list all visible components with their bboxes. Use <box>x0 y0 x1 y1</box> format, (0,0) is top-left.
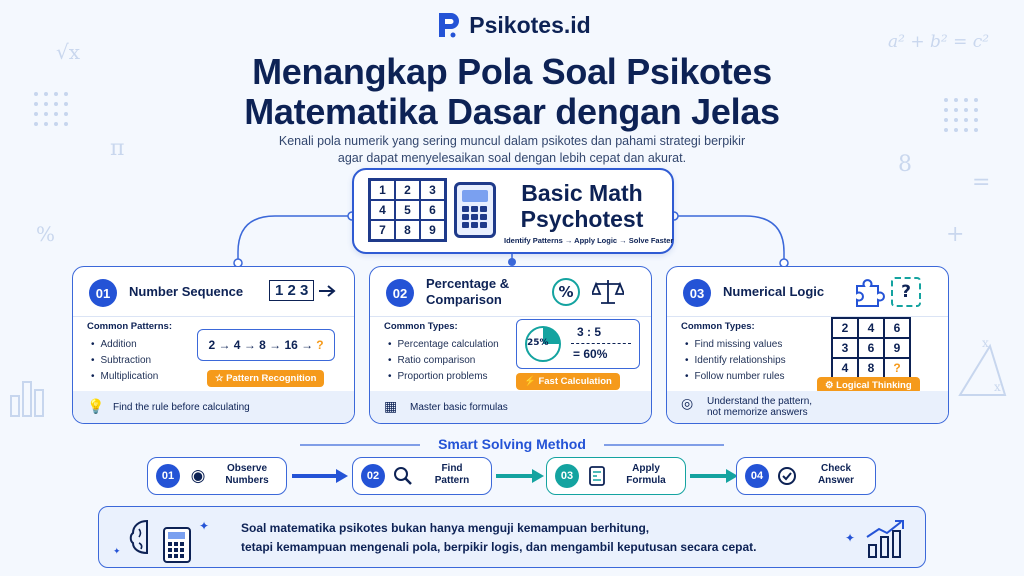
list-item: • Addition <box>91 337 158 353</box>
arrow-right-icon <box>690 469 738 483</box>
title-line-2: Matematika Dasar dengan Jelas <box>244 91 780 132</box>
grid-cell: 6 <box>420 200 445 220</box>
card-number: 02 <box>386 279 414 307</box>
step-label <box>615 463 677 487</box>
section-label: Common Patterns: <box>87 321 172 332</box>
grid-cell: 9 <box>884 338 910 358</box>
x-decor-1: x <box>982 336 989 350</box>
logical-thinking-badge: ⚙ Logical Thinking <box>817 377 920 394</box>
pi-decor: π <box>110 136 125 161</box>
question-box-icon: ? <box>891 277 921 307</box>
card-title-line-2: Comparison <box>426 292 502 307</box>
center-title <box>502 180 662 232</box>
section-label: Common Types: <box>681 321 755 332</box>
step-label <box>216 463 278 487</box>
sequence-text: 2 → 4 → 8 → 16 → <box>208 338 314 352</box>
x-decor-2: x <box>994 380 1001 394</box>
card-title: Number Sequence <box>129 284 244 299</box>
bottom-line-2: tetapi kemampuan mengenali pola, berpikir logis, dan mengambil keputusan secara cepat. <box>241 540 757 554</box>
step-label-line-1: Observe <box>226 463 268 474</box>
card-numerical-logic <box>666 266 949 424</box>
types-list <box>685 337 786 385</box>
step-number: 03 <box>555 464 579 488</box>
list-item: • Subtraction <box>91 353 158 369</box>
subtitle-line-1: Kenali pola numerik yang sering muncul dalam psikotes dan pahami strategi berpikir <box>278 134 746 148</box>
target-icon: ◎ <box>681 395 694 411</box>
step-number: 02 <box>361 464 385 488</box>
sequence-icon-text: 1 2 3 <box>269 280 314 301</box>
bottom-banner <box>98 506 926 568</box>
lightbulb-icon: 💡 <box>87 398 105 414</box>
arrow-right-icon <box>318 285 336 297</box>
sequence-question: ? <box>316 338 324 352</box>
grid-cell: 3 <box>832 338 858 358</box>
bottom-message <box>241 519 756 557</box>
step-label-line-2: Answer <box>817 475 855 486</box>
card-number: 01 <box>89 279 117 307</box>
step-number: 01 <box>156 464 180 488</box>
footer-text: Find the rule before calculating <box>113 401 250 413</box>
check-icon <box>777 466 797 486</box>
card-footer <box>667 391 948 423</box>
step-find-pattern <box>352 457 492 495</box>
card-number-sequence <box>72 266 355 424</box>
list-item: • Identify relationships <box>685 353 786 369</box>
step-label-line-1: Check <box>820 463 851 474</box>
step-observe-numbers <box>147 457 287 495</box>
equals-decor: = <box>972 170 991 195</box>
types-list <box>388 337 499 385</box>
footer-line-2: not memorize answers <box>707 407 808 418</box>
card-header <box>370 267 651 317</box>
sparkle-icon: ✦ <box>113 547 121 557</box>
ratio-divider <box>571 343 631 344</box>
arrow-right-icon <box>292 469 348 483</box>
step-label-line-2: Pattern <box>434 475 470 486</box>
ratio-result: = 60% <box>573 347 608 361</box>
step-label-line-2: Formula <box>626 475 666 486</box>
center-title-line-1: Basic Math <box>521 180 643 206</box>
bar-chart-decor <box>8 372 50 418</box>
method-title: Smart Solving Method <box>438 436 586 452</box>
grid-cell: 9 <box>420 220 445 240</box>
grid-cell: 6 <box>884 318 910 338</box>
brand-name: Psikotes.id <box>469 11 591 38</box>
ratio-text: 3 : 5 <box>577 325 602 339</box>
list-item: • Multiplication <box>91 369 158 385</box>
section-label: Common Types: <box>384 321 458 332</box>
sequence-example <box>197 329 335 361</box>
grid-cell: 4 <box>832 358 858 378</box>
formula-icon <box>587 466 607 486</box>
card-header <box>667 267 948 317</box>
eight-decor: 8 <box>898 152 912 177</box>
calculator-icon: ▦ <box>384 398 398 414</box>
footer-text <box>707 396 812 418</box>
list-item: • Ratio comparison <box>388 353 499 369</box>
logic-grid <box>831 317 911 379</box>
card-footer <box>73 391 354 423</box>
card-footer <box>370 391 651 423</box>
eye-icon: ◉ <box>190 466 206 486</box>
grid-cell: 3 <box>420 180 445 200</box>
grid-cell: 5 <box>395 200 420 220</box>
center-title-line-2: Psychotest <box>520 206 644 232</box>
step-label-line-1: Apply <box>632 463 660 474</box>
percentage-example <box>516 319 640 369</box>
step-label-line-1: Find <box>441 463 463 474</box>
calculator-icon <box>163 527 191 563</box>
list-item: • Find missing values <box>685 337 786 353</box>
basic-math-psychotest-box <box>352 168 674 254</box>
pattern-recognition-badge: ☆ Pattern Recognition <box>207 370 324 387</box>
grid-cell: 2 <box>832 318 858 338</box>
grid-cell: 7 <box>370 220 395 240</box>
grid-cell: 8 <box>858 358 884 378</box>
sequence-123-icon <box>269 280 336 301</box>
growth-chart-icon <box>865 519 907 559</box>
puzzle-icon <box>853 278 885 308</box>
subtitle-line-2: agar dapat menyelesaikan soal dengan lebih cepat dan akurat. <box>337 151 687 165</box>
grid-cell: 1 <box>370 180 395 200</box>
footer-line-1: Understand the pattern, <box>707 396 813 407</box>
grid-cell: 2 <box>395 180 420 200</box>
brain-icon <box>127 517 167 557</box>
title-line-1: Menangkap Pola Soal Psikotes <box>252 51 772 92</box>
step-number: 04 <box>745 464 769 488</box>
list-item: • Follow number rules <box>685 369 786 385</box>
percent-decor: % <box>36 222 56 246</box>
balance-scale-icon <box>592 277 624 307</box>
card-percentage-comparison <box>369 266 652 424</box>
number-grid <box>368 178 447 242</box>
step-label <box>805 463 867 487</box>
grid-cell: 4 <box>858 318 884 338</box>
plus-decor: + <box>946 222 965 247</box>
pattern-list <box>91 337 158 385</box>
sparkle-icon: ✦ <box>845 531 856 545</box>
step-label <box>421 463 483 487</box>
sparkle-icon: ✦ <box>199 519 210 533</box>
percent-icon: % <box>552 278 580 306</box>
bottom-line-1: Soal matematika psikotes bukan hanya menguji kemampuan berhitung, <box>241 521 650 535</box>
magnifier-icon <box>393 466 413 486</box>
card-title: Numerical Logic <box>723 284 825 299</box>
grid-cell: 4 <box>370 200 395 220</box>
triangle-decor <box>950 340 1016 400</box>
grid-cell: 8 <box>395 220 420 240</box>
pie-label: 25% <box>527 338 549 348</box>
step-check-answer <box>736 457 876 495</box>
fast-calculation-badge: ⚡ Fast Calculation <box>516 373 620 390</box>
card-title-line-1: Percentage & <box>426 276 510 291</box>
list-item: • Proportion problems <box>388 369 499 385</box>
center-tagline: Identify Patterns → Apply Logic → Solve Faster <box>504 236 674 245</box>
footer-text: Master basic formulas <box>410 401 508 413</box>
calculator-icon <box>454 182 496 238</box>
card-number: 03 <box>683 279 711 307</box>
arrow-right-icon <box>496 469 544 483</box>
grid-cell: ? <box>884 358 910 378</box>
list-item: • Percentage calculation <box>388 337 499 353</box>
step-apply-formula <box>546 457 686 495</box>
grid-cell: 6 <box>858 338 884 358</box>
sqrt-decor: √x <box>56 40 81 64</box>
card-header <box>73 267 354 317</box>
step-label-line-2: Numbers <box>225 475 269 486</box>
card-title <box>426 276 509 308</box>
equation-decor: a² + b² = c² <box>888 32 990 52</box>
